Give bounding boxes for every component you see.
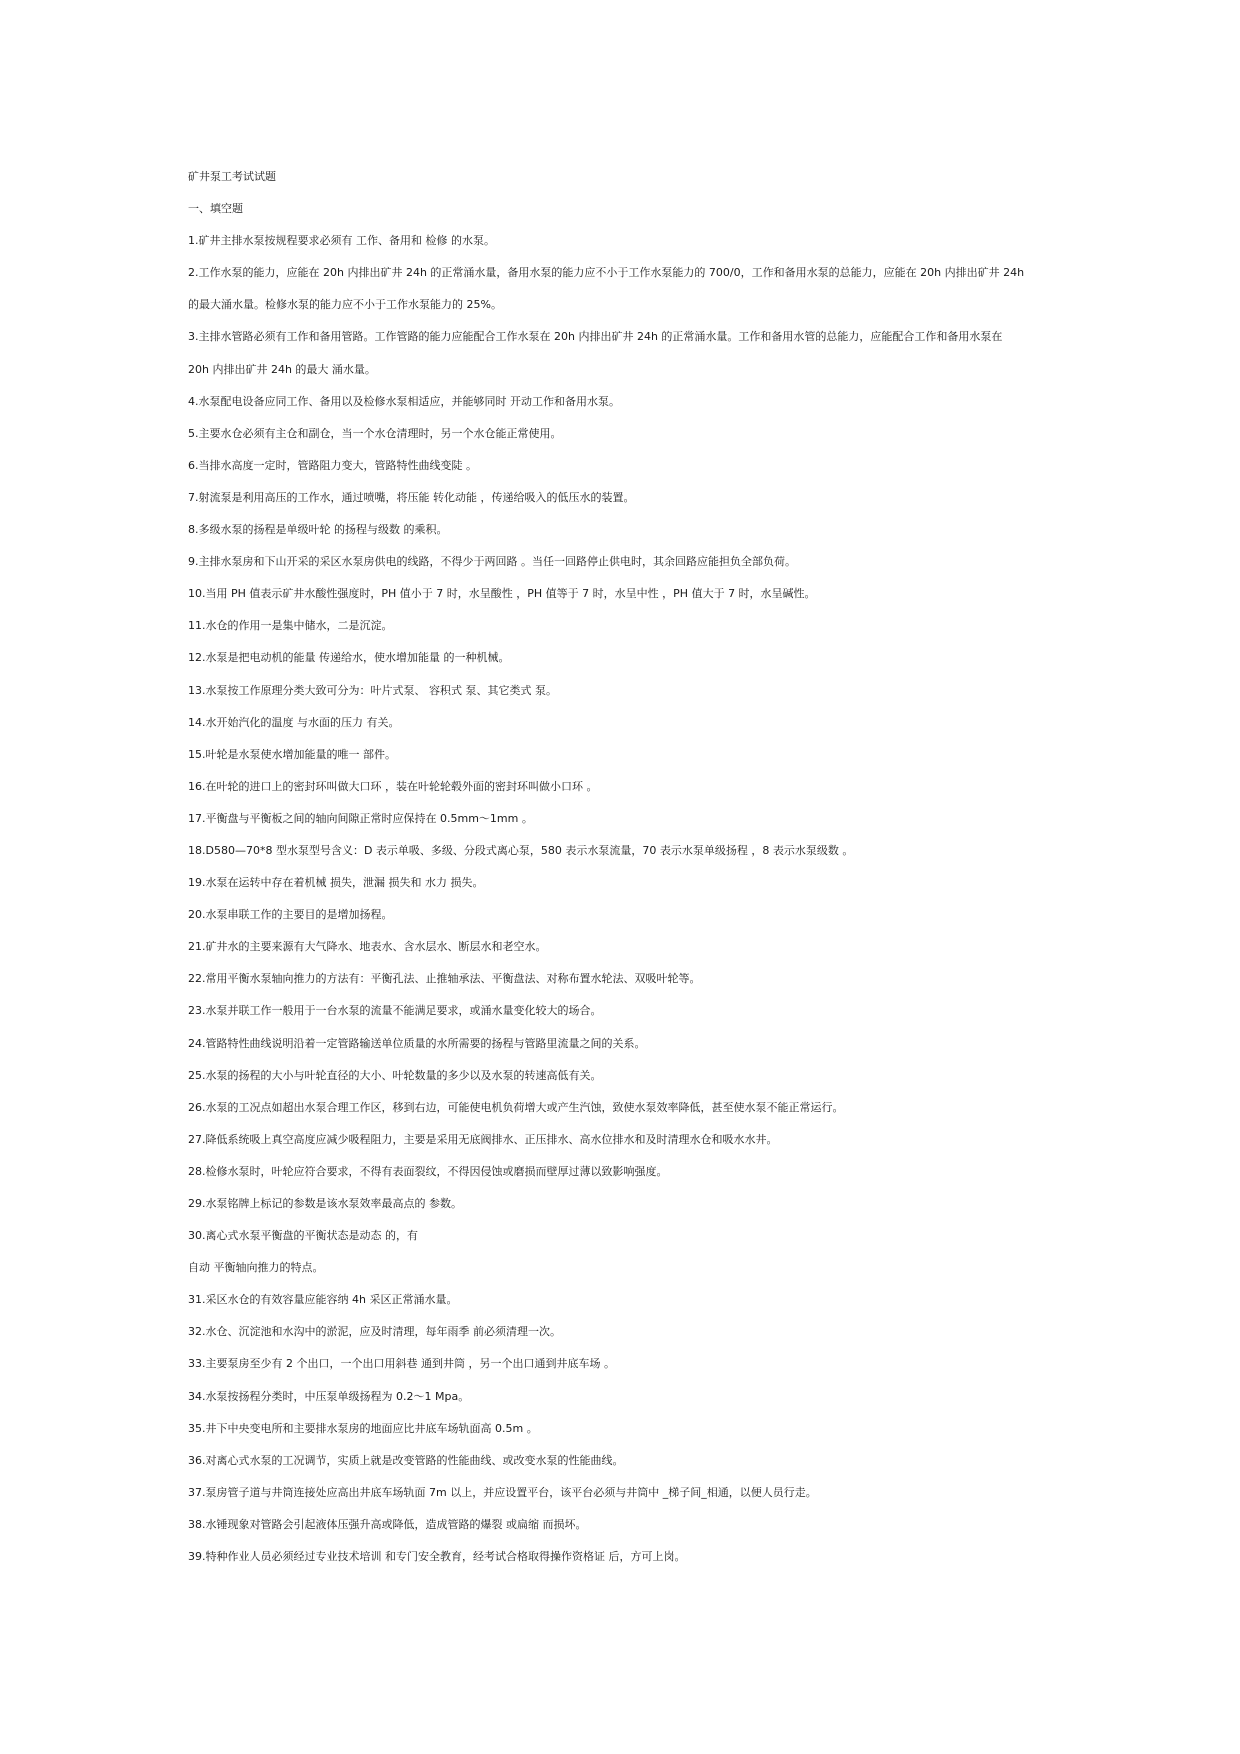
- question-line: 10.当用 PH 值表示矿井水酸性强度时，PH 值小于 7 时，水呈酸性 ，PH 值等于 7 时，水呈中性 ，PH 值大于 7 时，水呈碱性。: [188, 587, 816, 601]
- document-title: 矿井泵工考试试题: [188, 170, 276, 183]
- question-line: 37.泵房管子道与井筒连接处应高出井底车场轨面 7m 以上，并应设置平台，该平台必须与井筒中 _梯子间_相通，以便人员行走。: [188, 1485, 817, 1499]
- question-line: 1.矿井主排水泵按规程要求必须有 工作、备用和 检修 的水泵。: [188, 234, 495, 248]
- question-line: 20.水泵串联工作的主要目的是增加扬程。: [188, 908, 393, 922]
- question-line: 38.水锤现象对管路会引起液体压强升高或降低，造成管路的爆裂 或扁缩 而损坏。: [188, 1517, 587, 1531]
- question-line: 36.对离心式水泵的工况调节，实质上就是改变管路的性能曲线、或改变水泵的性能曲线。: [188, 1453, 624, 1467]
- question-line: 29.水泵铭牌上标记的参数是该水泵效率最高点的 参数。: [188, 1197, 462, 1210]
- question-list: [188, 234, 1068, 1564]
- question-line: 35.井下中央变电所和主要排水泵房的地面应比井底车场轨面高 0.5m 。: [188, 1421, 538, 1435]
- question-line: 20h 内排出矿井 24h 的最大 涌水量。: [188, 362, 376, 376]
- question-line: 7.射流泵是利用高压的工作水，通过喷嘴，将压能 转化动能 ，传递给吸入的低压水的装置。: [188, 490, 635, 504]
- question-line: 12.水泵是把电动机的能量 传递给水，使水增加能量 的一种机械。: [188, 651, 510, 665]
- question-line: 11.水仓的作用一是集中储水，二是沉淀。: [188, 619, 393, 633]
- question-line: 19.水泵在运转中存在着机械 损失，泄漏 损失和 水力 损失。: [188, 876, 484, 890]
- question-line: 39.特种作业人员必须经过专业技术培训 和专门安全教育，经考试合格取得操作资格证 后，方可上岗。: [188, 1550, 686, 1564]
- question-line: 21.矿井水的主要来源有大气降水、地表水、含水层水、断层水和老空水。: [188, 940, 547, 954]
- question-line: 8.多级水泵的扬程是单级叶轮 的扬程与级数 的乘积。: [188, 523, 448, 537]
- question-line: 3.主排水管路必须有工作和备用管路。工作管路的能力应能配合工作水泵在 20h 内排出矿井 24h 的正常涌水量。工作和备用水管的总能力，应能配合工作和备用水泵在: [188, 330, 1003, 344]
- question-line: 16.在叶轮的进口上的密封环叫做大口环 ，装在叶轮轮毂外面的密封环叫做小口环 。: [188, 779, 598, 793]
- document-body: [188, 170, 1068, 1582]
- question-line: 30.离心式水泵平衡盘的平衡状态是动态 的，有: [188, 1229, 418, 1243]
- question-line: 17.平衡盘与平衡板之间的轴向间隙正常时应保持在 0.5mm～1mm 。: [188, 811, 533, 825]
- question-line: 32.水仓、沉淀池和水沟中的淤泥，应及时清理，每年雨季 前必须清理一次。: [188, 1325, 561, 1339]
- question-line: 14.水开始汽化的温度 与水面的压力 有关。: [188, 715, 400, 729]
- question-line: 24.管路特性曲线说明沿着一定管路输送单位质量的水所需要的扬程与管路里流量之间的关系。: [188, 1036, 646, 1050]
- question-line: 13.水泵按工作原理分类大致可分为：叶片式泵、 容积式 泵、其它类式 泵。: [188, 683, 557, 697]
- question-line: 4.水泵配电设备应同工作、备用以及检修水泵相适应，并能够同时 开动工作和备用水泵。: [188, 394, 620, 408]
- question-line: 的最大涌水量。检修水泵的能力应不小于工作水泵能力的 25%。: [188, 298, 502, 312]
- question-line: 23.水泵并联工作一般用于一台水泵的流量不能满足要求，或涌水量变化较大的场合。: [188, 1004, 602, 1018]
- question-line: 27.降低系统吸上真空高度应减少吸程阻力，主要是采用无底阀排水、正压排水、高水位排水和及时清理水仓和吸水水井。: [188, 1132, 778, 1146]
- question-line: 9.主排水泵房和下山开采的采区水泵房供电的线路，不得少于两回路 。当任一回路停止供电时，其余回路应能担负全部负荷。: [188, 555, 796, 569]
- question-line: 25.水泵的扬程的大小与叶轮直径的大小、叶轮数量的多少以及水泵的转速高低有关。: [188, 1068, 602, 1082]
- question-line: 26.水泵的工况点如超出水泵合理工作区，移到右边，可能使电机负荷增大或产生汽蚀，致使水泵效率降低，甚至使水泵不能正常运行。: [188, 1100, 844, 1114]
- question-line: 自动 平衡轴向推力的特点。: [188, 1261, 324, 1275]
- question-line: 2.工作水泵的能力，应能在 20h 内排出矿井 24h 的正常涌水量，备用水泵的能力应不小于工作水泵能力的 700/0，工作和备用水泵的总能力，应能在 20h 内排出矿井 24h: [188, 266, 1025, 280]
- question-line: 22.常用平衡水泵轴向推力的方法有：平衡孔法、止推轴承法、平衡盘法、对称布置水轮法、双吸叶轮等。: [188, 972, 701, 986]
- question-line: 18.D580—70*8 型水泵型号含义：D 表示单吸、多级、分段式离心泵，580 表示水泵流量，70 表示水泵单级扬程 ，8 表示水泵级数 。: [188, 843, 854, 857]
- section-heading: 一、填空题: [188, 202, 243, 216]
- question-line: 28.检修水泵时，叶轮应符合要求，不得有表面裂纹，不得因侵蚀或磨损而壁厚过薄以致影响强度。: [188, 1164, 668, 1178]
- question-line: 15.叶轮是水泵使水增加能量的唯一 部件。: [188, 747, 396, 761]
- question-line: 33.主要泵房至少有 2 个出口，一个出口用斜巷 通到井筒 ，另一个出口通到井底车场 。: [188, 1357, 615, 1371]
- question-line: 6.当排水高度一定时，管路阻力变大，管路特性曲线变陡 。: [188, 458, 477, 472]
- question-line: 31.采区水仓的有效容量应能容纳 4h 采区正常涌水量。: [188, 1293, 458, 1307]
- question-line: 5.主要水仓必须有主仓和副仓，当一个水仓清理时，另一个水仓能正常使用。: [188, 426, 562, 440]
- question-line: 34.水泵按扬程分类时，中压泵单级扬程为 0.2～1 Mpa。: [188, 1389, 470, 1403]
